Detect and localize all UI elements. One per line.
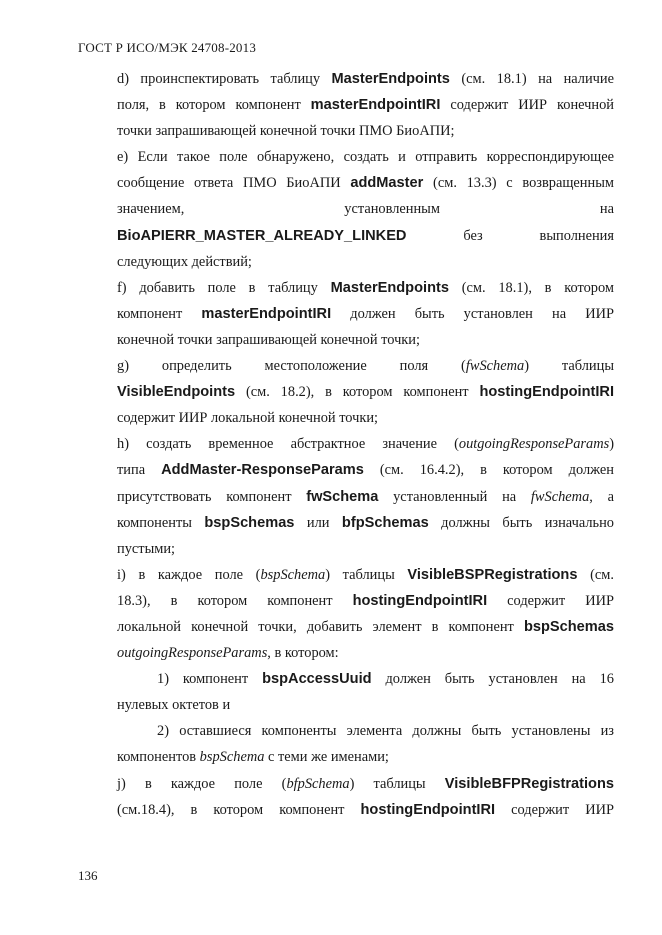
italic-term: outgoingResponseParams xyxy=(458,436,610,453)
text-run: (см. 18.2), в котором компонент xyxy=(235,384,480,401)
text-line xyxy=(117,327,614,353)
text-run: должен быть установлен на 16 xyxy=(371,671,614,688)
page-number: 136 xyxy=(78,868,98,883)
document-body xyxy=(117,66,614,823)
text-line xyxy=(117,614,614,640)
identifier-term: bfpSchemas xyxy=(341,514,429,531)
italic-term: fwSchema xyxy=(530,488,590,505)
identifier-term: VisibleEndpoints xyxy=(117,384,236,401)
text-line xyxy=(117,353,614,379)
identifier-term: masterEndpointIRI xyxy=(310,97,441,114)
text-run: ) таблицы xyxy=(524,358,614,375)
identifier-term: fwSchema xyxy=(306,488,379,505)
text-run: сообщение ответа ПМО БиоАПИ xyxy=(117,175,351,192)
identifier-term: AddMaster-ResponseParams xyxy=(161,462,364,479)
text-run: (см. xyxy=(577,566,614,583)
text-run: без выполнения xyxy=(406,227,614,244)
identifier-term: bspAccessUuid xyxy=(262,671,372,688)
text-run: с теми же именами; xyxy=(264,749,389,766)
text-line xyxy=(117,275,614,301)
text-run: j) в каждое поле ( xyxy=(117,775,287,792)
text-run: значением, установленным на xyxy=(117,201,614,218)
text-line xyxy=(117,797,614,823)
text-run: или xyxy=(294,514,342,531)
text-run: ) xyxy=(609,436,614,453)
text-run: (см. 13.3) с возвращенным xyxy=(423,175,614,192)
text-line xyxy=(117,66,614,92)
text-line xyxy=(117,510,614,536)
text-run: содержит ИИР xyxy=(495,801,614,818)
text-run: следующих действий; xyxy=(117,253,252,270)
document-header: ГОСТ Р ИСО/МЭК 24708-2013 xyxy=(78,40,257,55)
text-line xyxy=(117,562,614,588)
text-line xyxy=(117,144,614,170)
italic-term: outgoingResponseParams xyxy=(117,645,268,662)
text-run: ) таблицы xyxy=(325,566,408,583)
italic-term: bfpSchema xyxy=(286,775,350,792)
text-run: установленный на xyxy=(378,488,531,505)
italic-term: fwSchema xyxy=(465,358,525,375)
text-run: присутствовать компонент xyxy=(117,488,307,505)
text-run: e) Если такое поле обнаружено, создать и отправить корреспондирующее xyxy=(117,149,614,166)
identifier-term: hostingEndpointIRI xyxy=(360,801,496,818)
italic-term: bspSchema xyxy=(260,566,326,583)
identifier-term: bspSchemas xyxy=(204,514,295,531)
identifier-term: bspSchemas xyxy=(523,618,614,635)
identifier-term: MasterEndpoints xyxy=(331,71,450,87)
text-run: компонентов xyxy=(117,749,200,766)
text-run: , в котором: xyxy=(267,645,339,662)
text-run: (см.18.4), в котором компонент xyxy=(117,801,361,818)
text-run: содержит ИИР конечной xyxy=(440,97,615,114)
text-run: типа xyxy=(117,462,162,479)
text-run: (см. 18.1) на наличие xyxy=(449,71,615,87)
text-run: пустыми; xyxy=(117,540,176,557)
text-run: должен быть установлен на ИИР xyxy=(331,305,614,322)
text-line xyxy=(117,431,614,457)
text-run: d) проинспектировать таблицу xyxy=(117,71,332,87)
text-run: локальной конечной точки, добавить элемент в компонент xyxy=(117,618,524,635)
text-run: ) таблицы xyxy=(349,775,445,792)
text-line xyxy=(117,92,614,118)
text-line xyxy=(117,249,614,275)
text-line xyxy=(117,666,614,692)
identifier-term: hostingEndpointIRI xyxy=(479,384,614,401)
text-line xyxy=(117,771,614,797)
text-run: должны быть изначально xyxy=(428,514,615,531)
text-run: 2) оставшиеся компоненты элемента должны быть установлены из xyxy=(157,723,614,740)
text-run: 18.3), в котором компонент xyxy=(117,592,353,609)
text-run: конечной точки запрашивающей конечной точки; xyxy=(117,331,420,348)
text-line xyxy=(117,484,614,510)
text-run: компонент xyxy=(117,305,202,322)
text-line xyxy=(117,223,614,249)
text-run: (см. 18.1), в котором xyxy=(448,279,614,296)
text-run: (см. 16.4.2), в котором должен xyxy=(363,462,614,479)
identifier-term: MasterEndpoints xyxy=(330,279,449,296)
identifier-term: addMaster xyxy=(350,175,424,192)
text-line xyxy=(117,118,614,144)
identifier-term: BioAPIERR_MASTER_ALREADY_LINKED xyxy=(117,227,407,244)
text-run: f) добавить поле в таблицу xyxy=(117,279,331,296)
text-line xyxy=(117,301,614,327)
text-line xyxy=(117,588,614,614)
text-run: нулевых октетов и xyxy=(117,697,231,714)
identifier-term: masterEndpointIRI xyxy=(201,305,332,322)
text-line xyxy=(117,640,614,666)
text-line xyxy=(117,379,614,405)
text-run: g) определить местоположение поля ( xyxy=(117,358,466,375)
text-line xyxy=(117,405,614,431)
text-line xyxy=(117,744,614,770)
text-run: содержит ИИР xyxy=(487,592,614,609)
text-line xyxy=(117,718,614,744)
text-line xyxy=(117,457,614,483)
text-line xyxy=(117,692,614,718)
identifier-term: VisibleBFPRegistrations xyxy=(444,775,614,792)
text-line xyxy=(117,536,614,562)
text-run: точки запрашивающей конечной точки ПМО БиоАПИ; xyxy=(117,123,455,140)
text-run: 1) компонент xyxy=(157,671,263,688)
text-run: компоненты xyxy=(117,514,205,531)
identifier-term: hostingEndpointIRI xyxy=(352,592,488,609)
text-run: , а xyxy=(589,488,614,505)
text-line xyxy=(117,170,614,196)
text-run: поля, в котором компонент xyxy=(117,97,311,114)
text-line xyxy=(117,196,614,222)
text-run: i) в каждое поле ( xyxy=(117,566,261,583)
text-run: содержит ИИР локальной конечной точки; xyxy=(117,410,379,427)
identifier-term: VisibleBSPRegistrations xyxy=(407,566,578,583)
italic-term: bspSchema xyxy=(199,749,265,766)
text-run: h) создать временное абстрактное значение ( xyxy=(117,436,459,453)
